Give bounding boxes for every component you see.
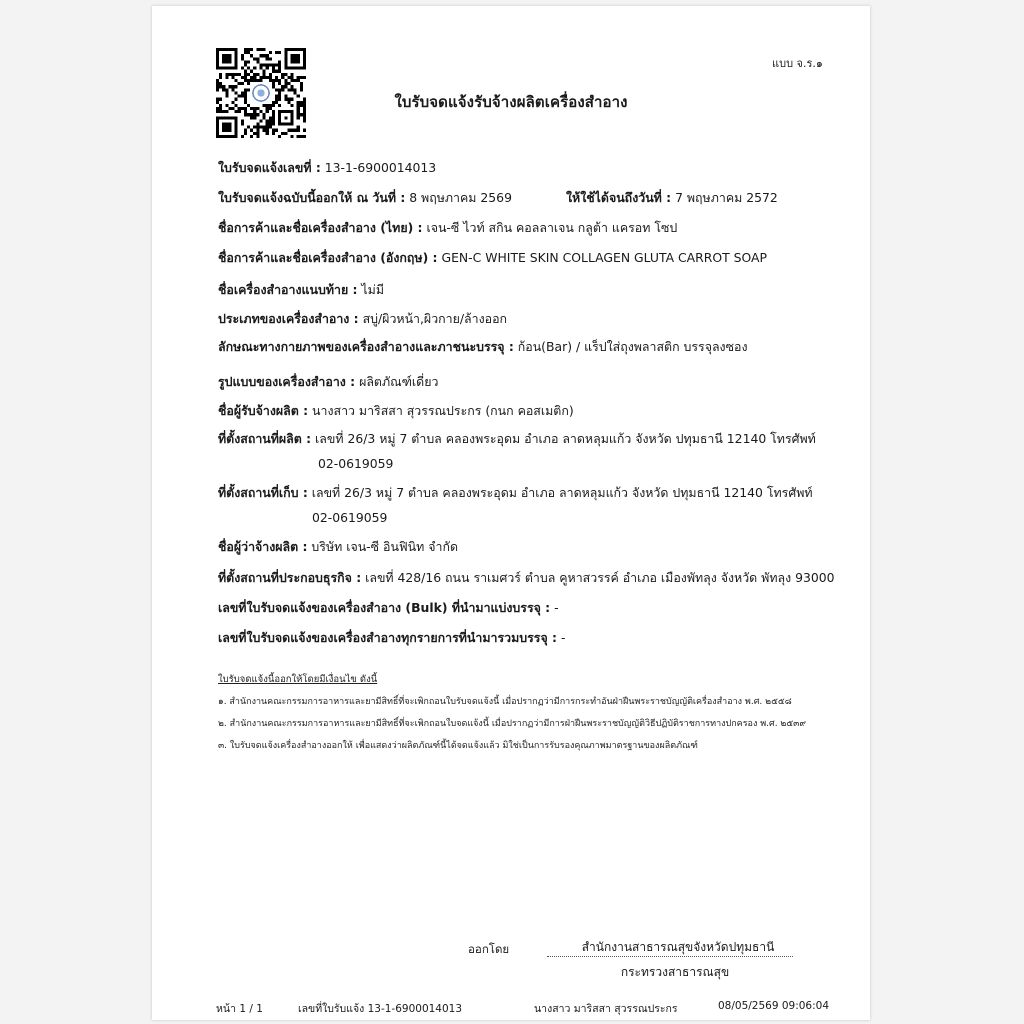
cosmetic-type: สบู่/ผิวหน้า,ผิวกาย/ล้างออก: [362, 311, 508, 326]
condition-item: ๑. สำนักงานคณะกรรมการอาหารและยามีสิทธิ์ที่จะเพิกถอนใบรับจดแจ้งนี้ เมื่อปรากฏว่ามีการกระทำอันฝ่าฝืนพระราชบัญญัติเครื่องสำอาง พ.ศ. ๒๕๕๘: [218, 697, 792, 707]
bulk-number: -: [554, 600, 559, 615]
name-english-row: [218, 252, 767, 264]
storage-site-row: [218, 487, 813, 499]
business-site-row: [218, 572, 835, 584]
field-label: ชื่อผู้ว่าจ้างผลิต :: [218, 539, 308, 554]
document-page: [152, 6, 870, 1020]
product-format-row: [218, 376, 438, 388]
attached-name: ไม่มี: [361, 282, 384, 297]
combined-number: -: [560, 630, 566, 645]
field-label: ชื่อเครื่องสำอางแนบท้าย :: [218, 282, 358, 297]
field-label: ที่ตั้งสถานที่เก็บ :: [218, 485, 308, 500]
field-label: ที่ตั้งสถานที่ผลิต :: [218, 431, 312, 446]
manufacturing-site-address: เลขที่ 26/3 หมู่ 7 ตำบล คลองพระอุดม อำเภอ ลาดหลุมแก้ว จังหวัด ปทุมธานี 12140 โทรศัพท์: [315, 431, 816, 446]
field-label: ลักษณะทางกายภาพของเครื่องสำอางและภาชนะบรรจุ :: [218, 339, 514, 354]
business-site-address: เลขที่ 428/16 ถนน ราเมศวร์ ตำบล คูหาสวรรค์ อำเภอ เมืองพัทลุง จังหวัด พัทลุง 93000: [365, 570, 835, 585]
product-name-english: GEN-C WHITE SKIN COLLAGEN GLUTA CARROT SOAP: [441, 250, 767, 265]
employer-name: บริษัท เจน-ซี อินฟินิท จำกัด: [311, 539, 459, 554]
field-label: ชื่อผู้รับจ้างผลิต :: [218, 403, 309, 418]
name-thai-row: [218, 222, 677, 234]
storage-site-phone: 02-0619059: [312, 510, 388, 525]
employer-row: [218, 541, 458, 553]
field-label: ใบรับจดแจ้งฉบับนี้ออกให้ ณ วันที่ :: [218, 190, 406, 205]
form-code: แบบ จ.ร.๑: [772, 57, 823, 70]
field-label: ให้ใช้ได้จนถึงวันที่ :: [566, 190, 672, 205]
valid-until-date: 7 พฤษภาคม 2572: [675, 190, 778, 205]
page-number: หน้า 1 / 1: [216, 1003, 263, 1015]
footer-person: นางสาว มาริสสา สุวรรณประกร: [534, 1003, 678, 1015]
field-label: เลขที่ใบรับจดแจ้งของเครื่องสำอาง (Bulk) ที่นำมาแบ่งบรรจุ :: [218, 600, 551, 615]
field-label: ที่ตั้งสถานที่ประกอบธุรกิจ :: [218, 570, 362, 585]
storage-site-address: เลขที่ 26/3 หมู่ 7 ตำบล คลองพระอุดม อำเภอ ลาดหลุมแก้ว จังหวัด ปทุมธานี 12140 โทรศัพท์: [311, 485, 813, 500]
condition-item: ๓. ใบรับจดแจ้งเครื่องสำอางออกให้ เพื่อแสดงว่าผลิตภัณฑ์นี้ได้จดแจ้งแล้ว มิใช่เป็นการรับรองคุณภาพมาตรฐานของผลิตภัณฑ์: [218, 741, 698, 751]
manufacturing-site-phone: 02-0619059: [318, 456, 394, 471]
ministry-name: กระทรวงสาธารณสุข: [620, 965, 730, 979]
notification-number: 13-1-6900014013: [324, 160, 437, 175]
field-label: เลขที่ใบรับจดแจ้งของเครื่องสำอางทุกรายการที่นำมารวมบรรจุ :: [218, 630, 557, 645]
field-label: ใบรับจดแจ้งเลขที่ :: [218, 160, 321, 175]
attached-name-row: [218, 284, 384, 296]
contractor-name: นางสาว มาริสสา สุวรรณประกร (กนก คอสเมติก): [312, 403, 574, 418]
physical-form: ก้อน(Bar) / แร็ปใส่ถุงพลาสติก บรรจุลงซอง: [517, 339, 748, 354]
issued-by-label: ออกโดย: [468, 942, 510, 956]
issue-date: 8 พฤษภาคม 2569: [409, 190, 512, 205]
cosmetic-type-row: [218, 313, 507, 325]
issuing-office: สำนักงานสาธารณสุขจังหวัดปทุมธานี: [581, 940, 775, 954]
field-label: ชื่อการค้าและชื่อเครื่องสำอาง (อังกฤษ) :: [218, 250, 438, 265]
condition-item: ๒. สำนักงานคณะกรรมการอาหารและยามีสิทธิ์ที่จะเพิกถอนใบจดแจ้งนี้ เมื่อปรากฏว่ามีการฝ่าฝืนพระราชบัญญัติวิธีปฏิบัติราชการทางปกครอง พ.ศ. ๒๕๓๙: [218, 719, 806, 729]
contractor-row: [218, 405, 574, 417]
valid-until-row: [566, 192, 778, 204]
field-label: ชื่อการค้าและชื่อเครื่องสำอาง (ไทย) :: [218, 220, 423, 235]
conditions-heading: ใบรับจดแจ้งนี้ออกให้โดยมีเงื่อนไข ดังนี้: [218, 674, 378, 685]
signature-line: [547, 956, 793, 957]
issue-date-row: [218, 192, 512, 204]
product-name-thai: เจน-ซี ไวท์ สกิน คอลลาเจน กลูต้า แครอท โซป: [426, 220, 678, 235]
footer-reference: เลขที่ใบรับแจ้ง 13-1-6900014013: [298, 1003, 463, 1015]
document-title: ใบรับจดแจ้งรับจ้างผลิตเครื่องสำอาง: [394, 93, 628, 111]
physical-form-row: [218, 341, 748, 353]
manufacturing-site-row: [218, 433, 816, 445]
field-label: รูปแบบของเครื่องสำอาง :: [218, 374, 356, 389]
combined-number-row: [218, 632, 565, 644]
product-format: ผลิตภัณฑ์เดี่ยว: [359, 374, 439, 389]
notification-number-row: [218, 162, 436, 174]
bulk-number-row: [218, 602, 559, 614]
field-label: ประเภทของเครื่องสำอาง :: [218, 311, 359, 326]
footer-timestamp: 08/05/2569 09:06:04: [718, 1000, 830, 1012]
